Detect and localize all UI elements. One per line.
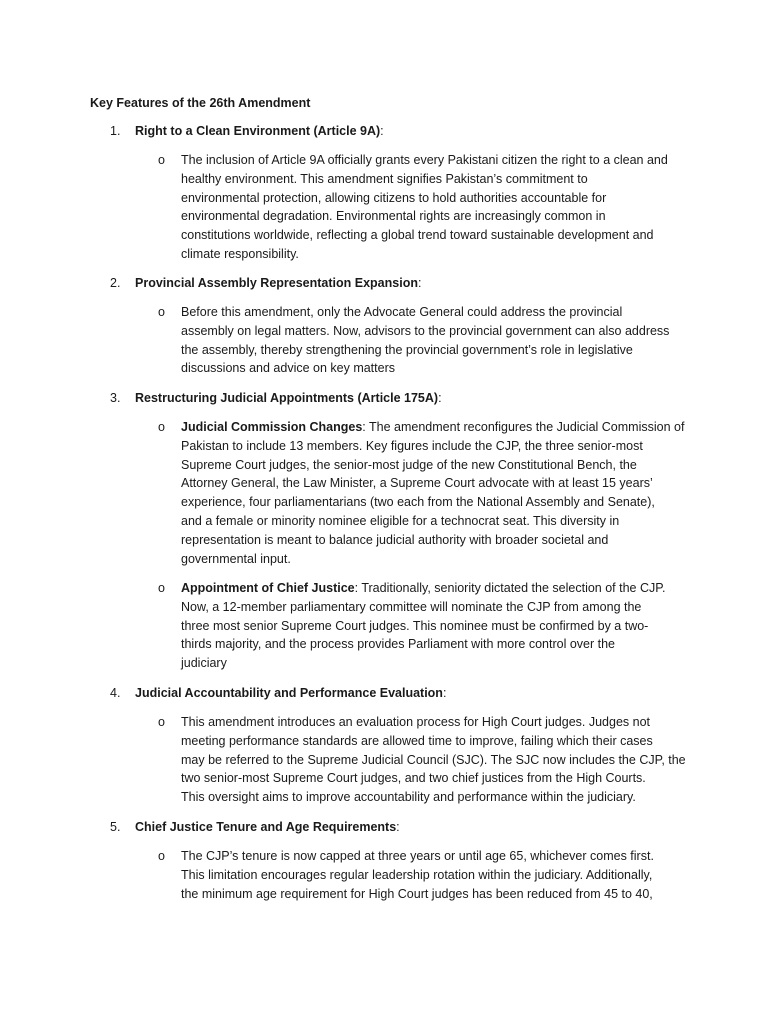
text-line: Pakistan to include 13 members. Key figures include the CJP, the three senior-most [181,438,643,453]
item-number: 3. [110,391,121,405]
numbered-item-2 [110,274,421,292]
text-line [181,579,681,598]
text-line: the minimum age requirement for High Court judges has been reduced from 45 to 40, [181,886,653,901]
text-line: discussions and advice on key matters [181,361,395,376]
text-line: environmental degradation. Environmental rights are increasingly common in [181,209,606,224]
text-line: thirds majority, and the process provides Parliament with more control over the [181,637,615,652]
item-suffix: : [380,124,384,138]
bullet-text [181,713,686,807]
text-line [181,418,685,437]
item-number: 4. [110,686,121,700]
text-line: meeting performance standards are allowed time to improve, failing which their cases [181,733,653,748]
bullet-lead: Appointment of Chief Justice [181,581,355,595]
item-number: 1. [110,124,121,138]
item-suffix: : [396,820,400,834]
text-line: This amendment introduces an evaluation process for High Court judges. Judges not [181,715,651,729]
item-heading: Chief Justice Tenure and Age Requirements [135,820,397,834]
text-line: healthy environment. This amendment signifies Pakistan’s commitment to [181,171,588,186]
text-line: two senior-most Supreme Court judges, and two chief justices from the High Courts. [181,771,646,786]
bullet-marker: o [158,849,165,863]
lead-continuation: : The amendment reconfigures the Judicial Commission of [362,420,685,434]
item-number: 2. [110,276,121,290]
text-line: Attorney General, the Law Minister, a Supreme Court advocate with at least 15 years’ [181,476,653,491]
bullet-marker: o [158,305,165,319]
text-line: Supreme Court judges, the senior-most judge of the new Constitutional Bench, the [181,457,637,472]
bullet-text [181,151,681,264]
text-line: This oversight aims to improve accountability and performance within the judiciary. [181,790,636,805]
text-line: governmental input. [181,551,291,566]
bullet-marker: o [158,581,165,595]
bullet-text [181,303,681,378]
item-suffix: : [442,686,447,700]
item-heading: Right to a Clean Environment (Article 9A) [135,124,381,138]
item-suffix: : [417,276,422,290]
text-line: representation is meant to balance judicial authority with broader societal and [181,532,609,547]
text-line: and a female or minority nominee eligible for a technocrat seat. This diversity in [181,513,620,528]
bullet-marker: o [158,153,165,167]
bullet-lead: Judicial Commission Changes [181,420,363,434]
numbered-item-5 [110,818,400,836]
text-line: may be referred to the Supreme Judicial Council (SJC). The SJC now includes the CJP, the [181,752,686,767]
text-line: three most senior Supreme Court judges. This nominee must be confirmed by a two- [181,618,649,633]
bullet-text [181,418,685,568]
item-heading: Judicial Accountability and Performance Evaluation [135,686,443,700]
bullet-marker: o [158,715,165,729]
text-line: This limitation encourages regular leadership rotation within the judiciary. Additionally, [181,867,653,882]
item-suffix: : [438,391,442,405]
item-heading: Provincial Assembly Representation Expansion [135,276,418,290]
bullet-text [181,579,681,673]
numbered-item-4 [110,684,446,702]
item-number: 5. [110,820,121,834]
bullet-text [181,847,681,903]
numbered-item-3 [110,389,442,407]
text-line: experience, four parliamentarians (two each from the National Assembly and Senate), [181,495,655,510]
document-title: Key Features of the 26th Amendment [90,96,311,110]
text-line: Now, a 12-member parliamentary committee will nominate the CJP from among the [181,599,642,614]
text-line: judiciary [181,656,227,671]
text-line: climate responsibility. [181,246,299,261]
text-line: Before this amendment, only the Advocate General could address the provincial [181,305,623,319]
text-line: The CJP’s tenure is now capped at three years or until age 65, whichever comes first. [181,849,654,863]
text-line: the assembly, thereby strengthening the provincial government’s role in legislative [181,342,633,357]
item-heading: Restructuring Judicial Appointments (Article 175A) [135,391,439,405]
numbered-item-1 [110,122,384,140]
bullet-marker: o [158,420,165,434]
text-line: environmental protection, allowing citizens to hold authorities accountable for [181,190,607,205]
text-line: constitutions worldwide, reflecting a global trend toward sustainable development and [181,228,654,243]
text-line: assembly on legal matters. Now, advisors to the provincial government can also address [181,323,670,338]
lead-continuation: : Traditionally, seniority dictated the selection of the CJP. [354,581,666,595]
text-line: The inclusion of Article 9A officially grants every Pakistani citizen the right to a clean and [181,153,668,167]
